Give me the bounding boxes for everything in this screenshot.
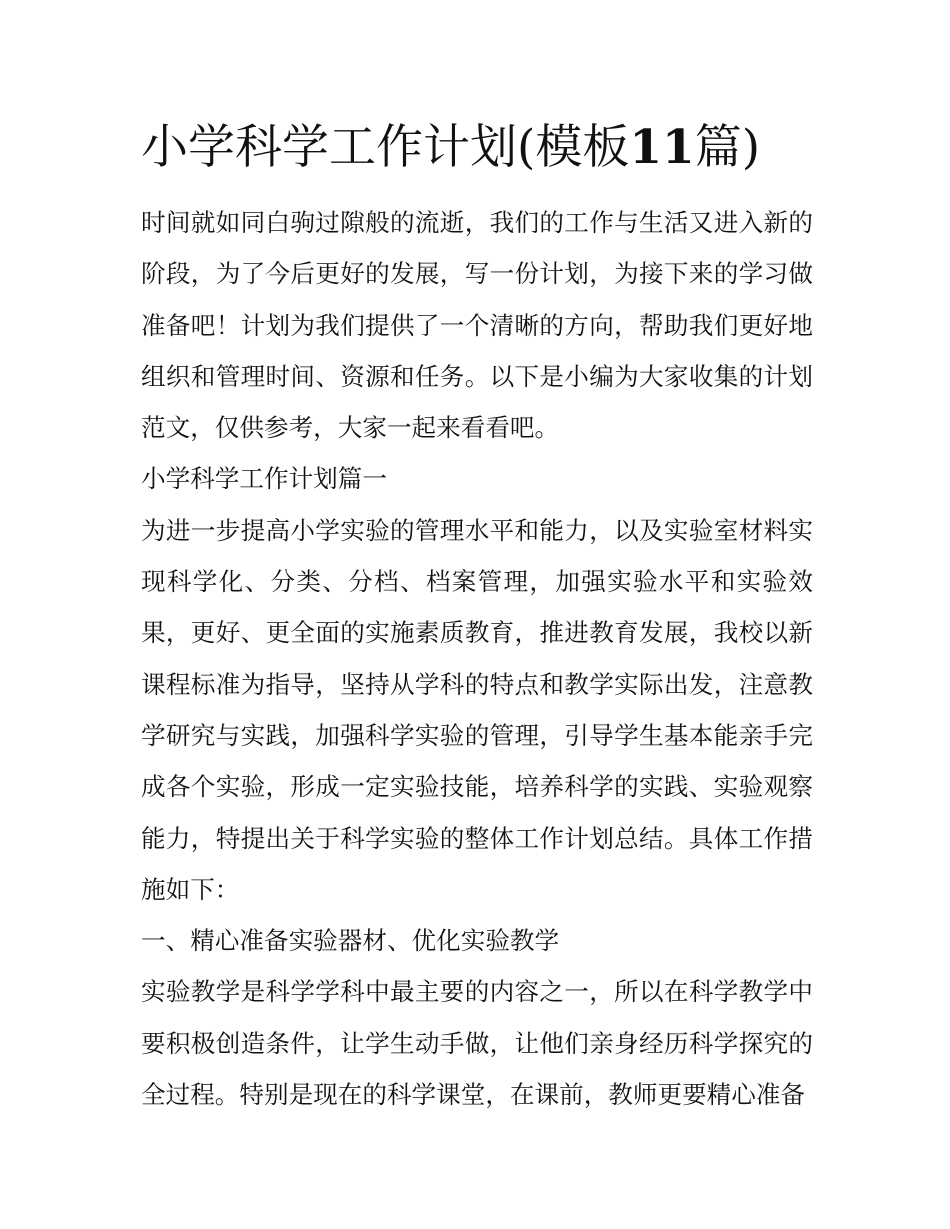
subsection-heading-one: 一、精心准备实验器材、优化实验教学 (141, 926, 560, 956)
document-body (141, 197, 813, 1120)
body-paragraph: 为进一步提高小学实验的管理水平和能力，以及实验室材料实现科学化、分类、分档、档案管理，加强实验水平和实验效果，更好、更全面的实施素质教育，推进教育发展，我校以新课程标准为指导，坚持从学科的特点和教学实际出发，注意教学研究与实践，加强科学实验的管理，引导学生基本能亲手完成各个实验，形成一定实验技能，培养科学的实践、实验观察能力，特提出关于科学实验的整体工作计划总结。具体工作措施如下： (141, 515, 813, 904)
document-title (141, 118, 760, 178)
title-suffix: 篇) (694, 120, 761, 175)
section-heading-part-one: 小学科学工作计划篇一 (141, 464, 387, 494)
title-prefix: 小学科学工作计划(模板 (141, 120, 630, 175)
title-number: 11 (629, 120, 695, 175)
intro-paragraph: 时间就如同白驹过隙般的流逝，我们的工作与生活又进入新的阶段，为了今后更好的发展，写一份计划，为接下来的学习做准备吧！计划为我们提供了一个清晰的方向，帮助我们更好地组织和管理时间、资源和任务。以下是小编为大家收集的计划范文，仅供参考，大家一起来看看吧。 (141, 208, 813, 443)
body-paragraph: 实验教学是科学学科中最主要的内容之一，所以在科学教学中要积极创造条件，让学生动手做，让他们亲身经历科学探究的全过程。特别是现在的科学课堂，在课前，教师更要精心准备 (141, 977, 813, 1110)
